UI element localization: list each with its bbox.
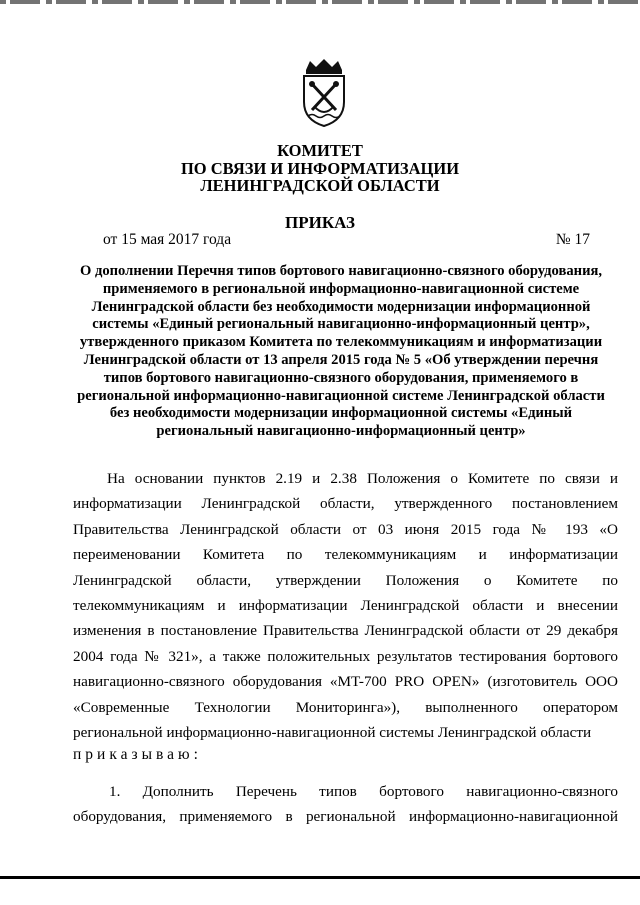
subject-line: системы «Единый региональный навигационно-информационный центр», [92,316,590,333]
coat-of-arms-icon [298,58,350,128]
item-line: 1. Дополнить Перечень типов бортового навигационно-связного [109,783,618,800]
subject-line: утвержденного приказом Комитета по телекоммуникациям и информатизации [79,334,603,351]
order-number: № 17 [555,231,590,248]
body-line: Ленинградской области, утверждении Положения о Комитете по [73,571,618,589]
subject-line: региональной информационно-навигационной системе Ленинградской области [77,387,605,404]
committee-name-line-3: ЛЕНИНГРАДСКОЙ ОБЛАСТИ [200,176,440,195]
subject-line: типов бортового навигационно-связного оборудования, применяемого в [103,369,579,386]
subject-line: применяемого в региональной информационно-навигационной системе [102,280,580,297]
subject-line: О дополнении Перечня типов бортового навигационно-связного оборудования, [79,263,603,279]
subject-line: Ленинградской области без необходимости модернизации информационной [91,298,591,315]
order-item-1 [73,779,618,830]
body-line: телекоммуникациям и информатизации Ленинградской области и внесении [73,596,618,614]
body-line: Правительства Ленинградской области от 03 июня 2015 года № 193 «О [73,520,618,538]
subject-line: без необходимости модернизации информационной системы «Единый [109,405,573,422]
document-title: ПРИКАЗ [285,213,355,232]
committee-name-line-2: ПО СВЯЗИ И ИНФОРМАТИЗАЦИИ [180,159,460,178]
subject-line: Ленинградской области от 13 апреля 2015 года № 5 «Об утверждении перечня [83,351,599,368]
scan-edge-top [0,0,640,4]
committee-name-line-1: КОМИТЕТ [277,141,363,160]
body-line: информатизации Ленинградской области, утвержденного постановлением [73,495,618,513]
body-line: На основании пунктов 2.19 и 2.38 Положения о Комитете по связи и [107,470,618,487]
subject-line: региональный навигационно-информационный центр» [156,423,526,440]
scan-edge-bottom [0,876,640,879]
body-line: навигационно-связного оборудования «MT-700 PRO OPEN» (изготовитель ООО [73,673,618,691]
order-subject [66,263,616,441]
preamble-paragraph [73,466,618,745]
body-line: региональной информационно-навигационной системы Ленинградской области [73,723,592,741]
order-directive: приказываю: [73,746,202,763]
body-line: «Современные Технологии Мониторинга»), выполненного оператором [73,698,618,716]
body-line: переименовании Комитета по телекоммуникациям и информатизации [73,546,618,564]
order-date: от 15 мая 2017 года [103,231,232,248]
body-line: изменения в постановление Правительства Ленинградской области от 29 декабря [73,622,618,640]
item-line: оборудования, применяемого в региональной информационно-навигационной [73,808,618,826]
body-line: 2004 года № 321», а также положительных результатов тестирования бортового [73,647,618,665]
